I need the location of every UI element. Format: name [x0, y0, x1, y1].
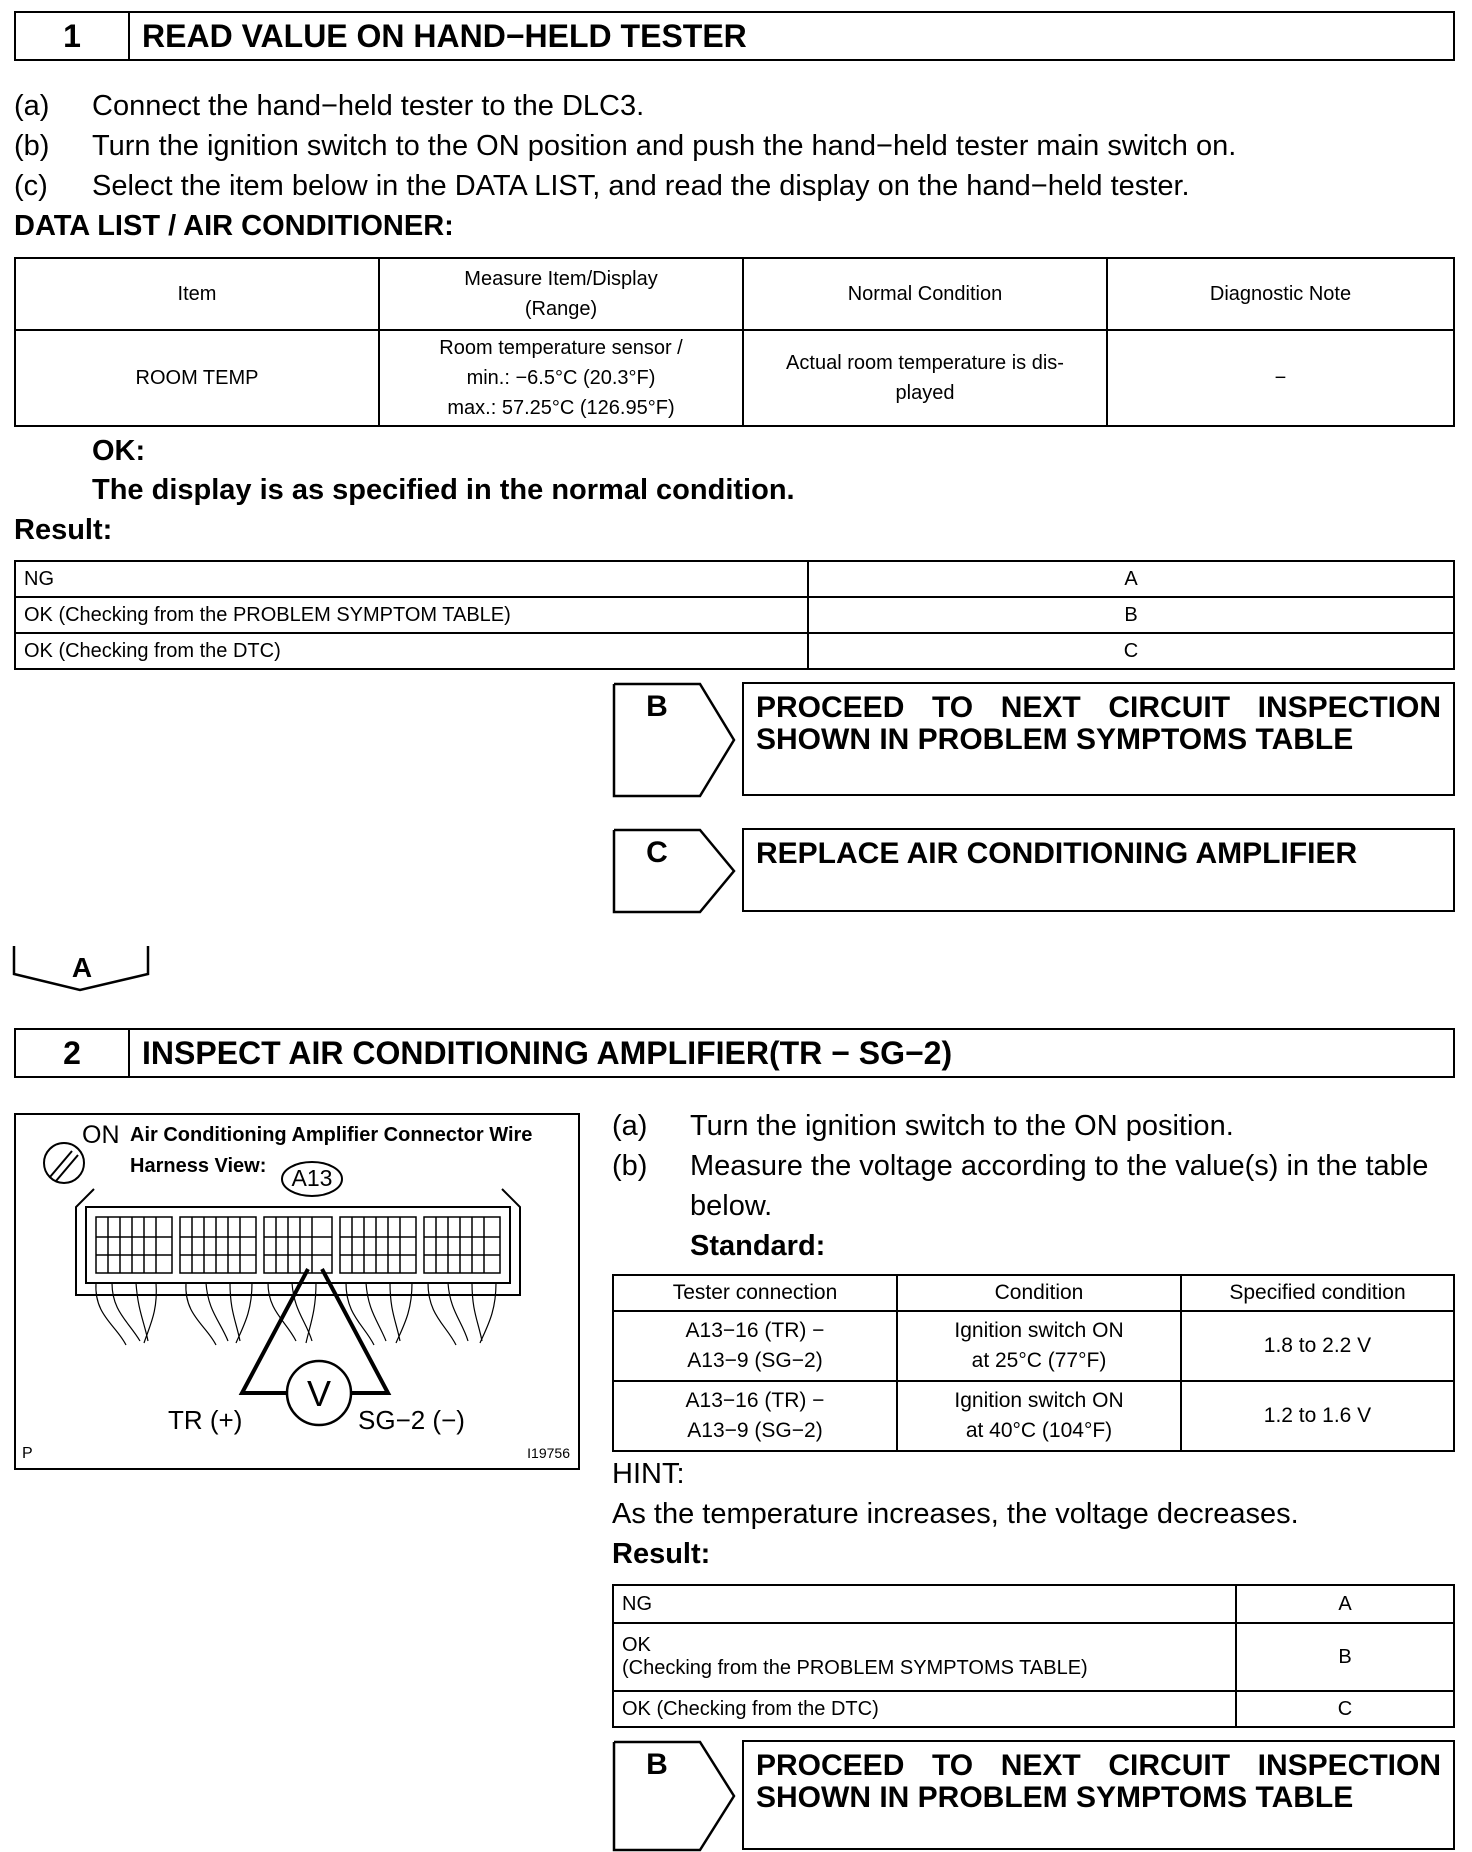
header-note: Diagnostic Note [1107, 258, 1454, 330]
cell-connection: A13−16 (TR) − A13−9 (SG−2) [613, 1381, 897, 1451]
result-code: A [1236, 1585, 1454, 1623]
data-list-table [14, 257, 1455, 427]
branch-a-code: A [71, 952, 93, 983]
result-table-1 [14, 560, 1455, 670]
result-code: C [1236, 1691, 1454, 1727]
ok-label: OK: [92, 435, 146, 467]
result-condition: OK (Checking from the PROBLEM SYMPTOM TABLE) [15, 597, 808, 633]
instruction-b-continued: below. [690, 1190, 773, 1222]
cell-item: ROOM TEMP [15, 330, 379, 426]
table-row [613, 1691, 1454, 1727]
result-code: B [1236, 1623, 1454, 1691]
connector-figure [14, 1113, 580, 1470]
step-1-header [14, 11, 1455, 61]
table-row [613, 1585, 1454, 1623]
step-number: 2 [16, 1030, 130, 1076]
instruction-b: (b) Turn the ignition switch to the ON position and push the hand−held tester main switch on. [14, 130, 1237, 162]
table-row [613, 1311, 1454, 1381]
ok-text: The display is as specified in the normal condition. [92, 474, 795, 506]
cell-spec: 1.8 to 2.2 V [1181, 1311, 1454, 1381]
result-condition: NG [15, 561, 808, 597]
instruction-c: (c) Select the item below in the DATA LIST, and read the display on the hand−held tester. [14, 170, 1190, 202]
header-specified-condition: Specified condition [1181, 1275, 1454, 1311]
cell-condition: Ignition switch ON at 40°C (104°F) [897, 1381, 1181, 1451]
result-condition: NG [613, 1585, 1236, 1623]
result-condition: OK (Checking from the DTC) [613, 1691, 1236, 1727]
header-normal: Normal Condition [743, 258, 1107, 330]
branch-c-box: REPLACE AIR CONDITIONING AMPLIFIER [742, 828, 1455, 912]
on-label: ON [82, 1121, 120, 1149]
result-label: Result: [14, 514, 113, 546]
cell-normal: Actual room temperature is dis- played [743, 330, 1107, 426]
figure-corner-left: P [22, 1445, 33, 1462]
table-row [613, 1623, 1454, 1691]
branch-b-code: B [646, 1748, 668, 1781]
result-code: A [808, 561, 1454, 597]
table-row [15, 597, 1454, 633]
standard-label: Standard: [690, 1230, 826, 1262]
connector-body [86, 1207, 510, 1283]
result-condition: OK (Checking from the PROBLEM SYMPTOMS TABLE) [613, 1623, 1236, 1691]
branch-b-box: PROCEED TO NEXT CIRCUIT INSPECTION SHOWN IN PROBLEM SYMPTOMS TABLE [742, 1740, 1455, 1850]
figure-caption-1: Air Conditioning Amplifier Connector Wire [130, 1124, 533, 1146]
cell-connection: A13−16 (TR) − A13−9 (SG−2) [613, 1311, 897, 1381]
branch-b-code: B [646, 690, 668, 723]
cell-note: − [1107, 330, 1454, 426]
standard-table [612, 1274, 1455, 1452]
table-row [15, 633, 1454, 669]
branch-b-box: PROCEED TO NEXT CIRCUIT INSPECTION SHOWN IN PROBLEM SYMPTOMS TABLE [742, 682, 1455, 796]
cell-measure: Room temperature sensor / min.: −6.5°C (20.3°F) max.: 57.25°C (126.95°F) [379, 330, 743, 426]
data-list-heading: DATA LIST / AIR CONDITIONER: [14, 210, 454, 242]
hint-text: As the temperature increases, the voltage decreases. [612, 1498, 1299, 1530]
step-number: 1 [16, 13, 130, 59]
result-condition: OK (Checking from the DTC) [15, 633, 808, 669]
header-measure: Measure Item/Display (Range) [379, 258, 743, 330]
instruction-b: (b) Measure the voltage according to the value(s) in the table [612, 1150, 1429, 1182]
table-row [613, 1381, 1454, 1451]
connector-label: A13 [291, 1165, 333, 1191]
result-code: C [808, 633, 1454, 669]
sg-label: SG−2 (−) [358, 1405, 465, 1435]
tr-label: TR (+) [168, 1405, 243, 1435]
header-condition: Condition [897, 1275, 1181, 1311]
header-item: Item [15, 258, 379, 330]
step-title: READ VALUE ON HAND−HELD TESTER [142, 17, 747, 54]
voltmeter-label: V [306, 1373, 331, 1414]
table-row [15, 561, 1454, 597]
figure-caption-2: Harness View: [130, 1155, 267, 1177]
step-2-header [14, 1028, 1455, 1078]
instruction-a: (a) Turn the ignition switch to the ON position. [612, 1110, 1234, 1142]
hint-label: HINT: [612, 1458, 685, 1490]
terminal-blocks [96, 1217, 500, 1273]
branch-c-code: C [646, 836, 668, 869]
header-tester-connection: Tester connection [613, 1275, 897, 1311]
result-table-2 [612, 1584, 1455, 1728]
result-code: B [808, 597, 1454, 633]
step-title: INSPECT AIR CONDITIONING AMPLIFIER(TR − SG−2) [142, 1034, 953, 1071]
cell-condition: Ignition switch ON at 25°C (77°F) [897, 1311, 1181, 1381]
result-label: Result: [612, 1538, 711, 1570]
cell-spec: 1.2 to 1.6 V [1181, 1381, 1454, 1451]
figure-id: I19756 [527, 1445, 570, 1461]
instruction-a: (a) Connect the hand−held tester to the DLC3. [14, 90, 645, 122]
